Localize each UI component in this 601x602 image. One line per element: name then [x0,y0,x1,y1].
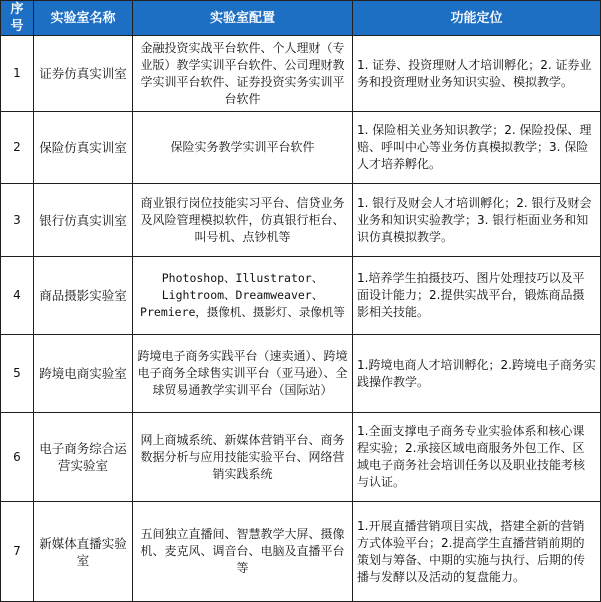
lab-name: 电子商务综合运营实验室 [34,413,133,502]
lab-name: 新媒体直播实验室 [34,502,133,602]
header-row [1,1,601,36]
lab-function: 1. 银行及财会人才培训孵化；2. 银行及财会业务和知识实验教学；3. 银行柜面业务和知识仿真模拟教学。 [353,184,601,257]
table-row [1,335,601,413]
lab-name: 跨境电商实验室 [34,335,133,413]
lab-config: 五间独立直播间、智慧教学大屏、摄像机、麦克风、调音台、电脑及直播平台等 [133,502,353,602]
header-function: 功能定位 [353,1,601,36]
table-row [1,413,601,502]
lab-function: 1.全面支撑电子商务专业实验体系和核心课程实验；2.承接区域电商服务外包工作、区域电子商务社会培训任务以及职业技能考核与认证。 [353,413,601,502]
lab-config: 跨境电子商务实践平台（速卖通）、跨境电子商务全球售实训平台（亚马逊）、全球贸易通教学实训平台（国际站） [133,335,353,413]
lab-function: 1.开展直播营销项目实战，搭建全新的营销方式体验平台；2.提高学生直播营销前期的策划与筹备、中期的实施与执行、后期的传播与发酵以及活动的复盘能力。 [353,502,601,602]
lab-name: 商品摄影实验室 [34,257,133,335]
row-index: 4 [1,257,34,335]
table-row [1,36,601,112]
lab-config: Photoshop、Illustrator、Lightroom、Dreamweaver、Premiere，摄像机、摄影灯、录像机等 [133,257,353,335]
lab-config: 保险实务教学实训平台软件 [133,112,353,184]
row-index: 5 [1,335,34,413]
lab-function: 1.培养学生拍摄技巧、图片处理技巧以及平面设计能力；2.提供实战平台，锻炼商品摄影相关技能。 [353,257,601,335]
lab-name: 证券仿真实训室 [34,36,133,112]
lab-name: 银行仿真实训室 [34,184,133,257]
table-row [1,502,601,602]
row-index: 1 [1,36,34,112]
table-row [1,184,601,257]
row-index: 6 [1,413,34,502]
lab-config: 网上商城系统、新媒体营销平台、商务数据分析与应用技能实验平台、网络营销实践系统 [133,413,353,502]
header-name: 实验室名称 [34,1,133,36]
lab-name: 保险仿真实训室 [34,112,133,184]
lab-function: 1. 证券、投资理财人才培训孵化；2. 证券业务和投资理财业务知识实验、模拟教学。 [353,36,601,112]
row-index: 2 [1,112,34,184]
header-config: 实验室配置 [133,1,353,36]
table-row [1,257,601,335]
row-index: 7 [1,502,34,602]
lab-function: 1. 保险相关业务知识教学；2. 保险投保、理赔、呼叫中心等业务仿真模拟教学；3. 保险人才培养孵化。 [353,112,601,184]
table-row [1,112,601,184]
header-index: 序号 [1,1,34,36]
lab-config: 商业银行岗位技能实习平台、信贷业务及风险管理模拟软件，仿真银行柜台、叫号机、点钞机等 [133,184,353,257]
lab-function: 1.跨境电商人才培训孵化；2.跨境电子商务实践操作教学。 [353,335,601,413]
row-index: 3 [1,184,34,257]
lab-config: 金融投资实战平台软件、个人理财（专业版）教学实训平台软件、公司理财教学实训平台软件、证券投资实务实训平台软件 [133,36,353,112]
